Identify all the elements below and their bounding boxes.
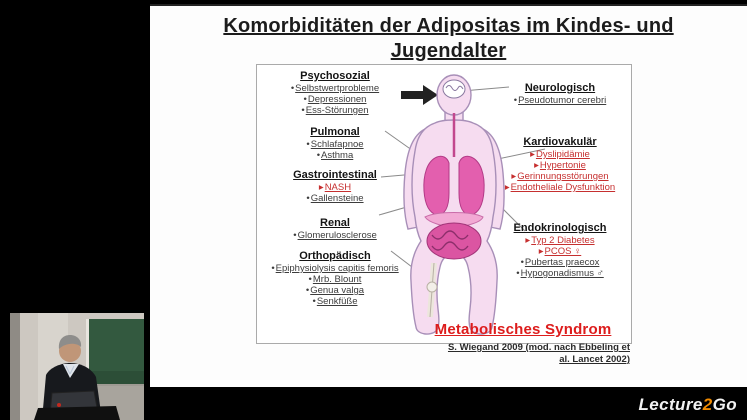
citation-line1: S. Wiegand 2009 (mod. nach Ebbeling et bbox=[447, 342, 630, 353]
list-item: ▸PCOS ♀ bbox=[538, 246, 582, 257]
section-orthopaedisch bbox=[259, 250, 411, 307]
logo-text-go: Go bbox=[712, 395, 737, 414]
list-item: ▸Dyslipidämie bbox=[530, 149, 590, 160]
lecturer-video bbox=[10, 313, 144, 420]
slide-title-line1: Komorbiditäten der Adipositas im Kindes- und bbox=[223, 15, 674, 37]
slide-title-line2: Jugendalter bbox=[390, 40, 507, 62]
list-item: •Glomerulosclerose bbox=[293, 230, 377, 241]
list-item: •Ess-Störungen bbox=[301, 105, 369, 116]
lecture2go-logo bbox=[639, 395, 738, 415]
list-item: •Genua valga bbox=[305, 285, 365, 296]
section-renal bbox=[259, 217, 411, 241]
list-item: •Depressionen bbox=[303, 94, 367, 105]
section-header: Endokrinologisch bbox=[513, 222, 607, 234]
section-header: Pulmonal bbox=[310, 126, 360, 138]
list-item: •Mrb. Blount bbox=[308, 274, 362, 285]
presentation-slide bbox=[150, 4, 747, 387]
section-kardiovaskulaer bbox=[491, 136, 629, 193]
section-endokrinologisch bbox=[491, 222, 629, 279]
citation bbox=[390, 342, 630, 365]
logo-text-lecture: Lecture bbox=[638, 395, 703, 414]
list-item: •Pubertas praecox bbox=[520, 257, 600, 268]
section-psychosozial bbox=[259, 70, 411, 116]
citation-line2: al. Lancet 2002) bbox=[559, 353, 630, 365]
lecturer-scene bbox=[10, 313, 144, 420]
list-item: ▸Endotheliale Dysfunktion bbox=[504, 182, 616, 193]
list-item: ▸Hypertonie bbox=[534, 160, 586, 171]
brain-illustration bbox=[443, 80, 465, 98]
logo-text-2: 2 bbox=[702, 395, 713, 414]
section-header: Psychosozial bbox=[300, 70, 370, 82]
section-gastrointestinal bbox=[259, 169, 411, 204]
left-category-column bbox=[259, 65, 411, 307]
list-item: •Selbstwertprobleme bbox=[290, 83, 380, 94]
list-item: •Epiphysiolysis capitis femoris bbox=[271, 263, 399, 274]
right-category-column bbox=[491, 65, 629, 279]
list-item: •Schlafapnoe bbox=[306, 139, 364, 150]
section-header: Kardiovakulär bbox=[523, 136, 597, 148]
section-neurologisch bbox=[491, 82, 629, 106]
list-item: •Hypogonadismus ♂ bbox=[516, 268, 604, 279]
section-header: Orthopädisch bbox=[299, 250, 371, 262]
section-header: Neurologisch bbox=[524, 82, 596, 94]
list-item: ▸Typ 2 Diabetes bbox=[525, 235, 595, 246]
list-item: •Asthma bbox=[316, 150, 354, 161]
list-item: •Senkfüße bbox=[312, 296, 358, 307]
podium bbox=[34, 406, 120, 420]
metabolic-syndrome-highlight: Metabolisches Syndrom bbox=[434, 321, 612, 338]
list-item: •Pseudotumor cerebri bbox=[513, 95, 607, 106]
section-header: Renal bbox=[320, 217, 350, 229]
section-header: Gastrointestinal bbox=[293, 169, 377, 181]
list-item: ▸NASH bbox=[318, 182, 352, 193]
section-pulmonal bbox=[259, 126, 411, 161]
list-item: •Gallensteine bbox=[306, 193, 364, 204]
comorbidity-diagram bbox=[256, 64, 632, 344]
list-item: ▸Gerinnungsstörungen bbox=[511, 171, 609, 182]
slide-title bbox=[150, 14, 747, 64]
